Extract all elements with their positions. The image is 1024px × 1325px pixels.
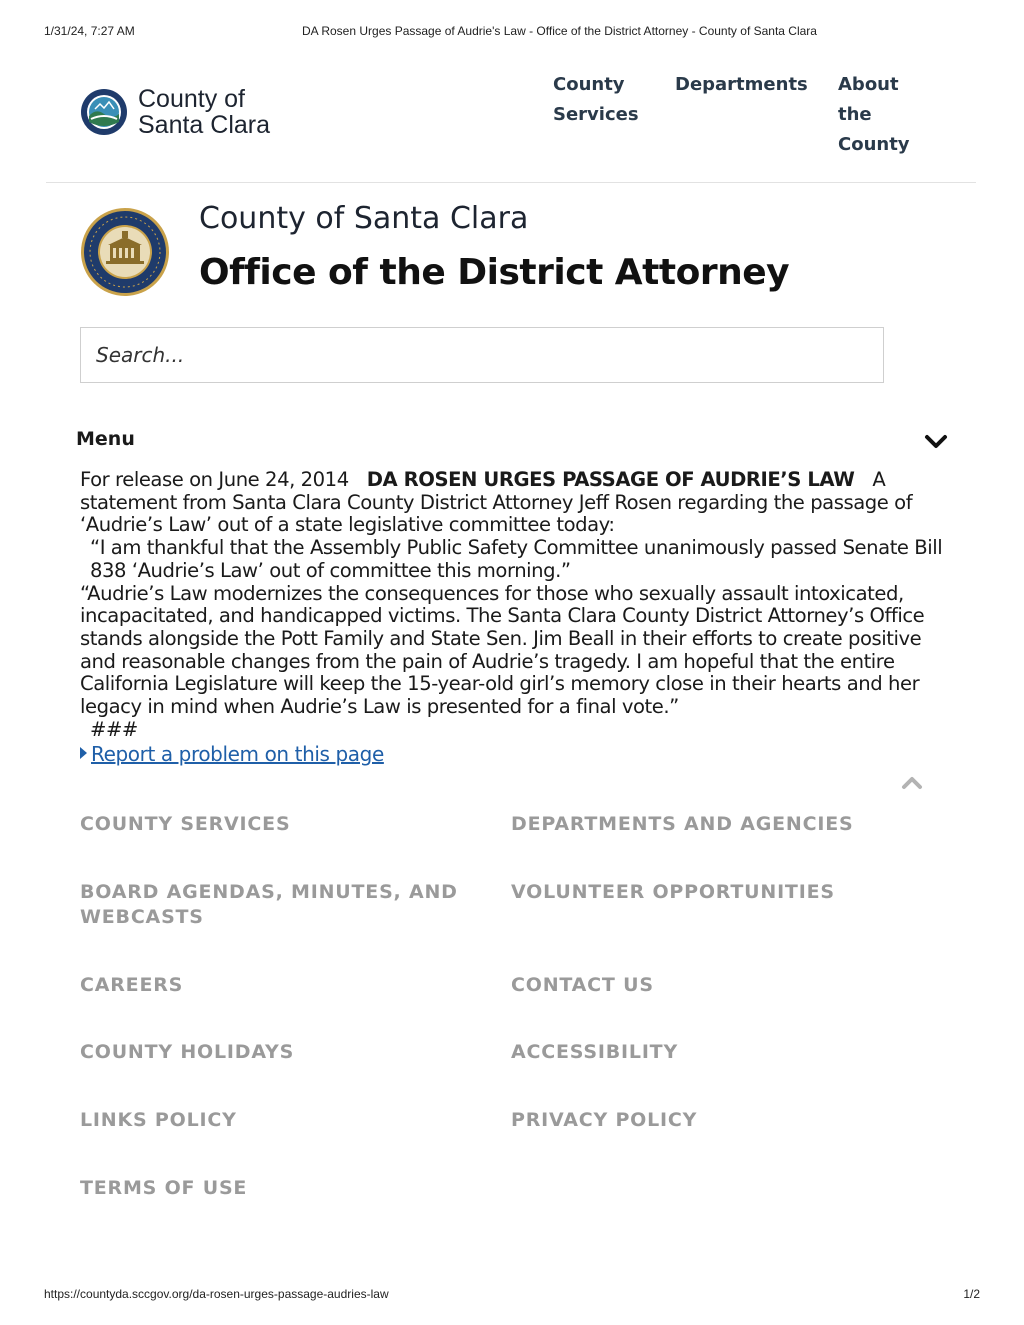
footer-link-links-policy[interactable]: LINKS POLICY (80, 1109, 237, 1131)
chevron-up-icon[interactable] (900, 772, 924, 792)
report-problem-link[interactable] (80, 742, 384, 766)
print-url: https://countyda.sccgov.org/da-rosen-urges-passage-audries-law (44, 1287, 389, 1301)
nav-county-services[interactable]: County Services (553, 74, 639, 125)
nav-about-the-county[interactable]: About the County (838, 74, 910, 155)
county-name[interactable] (138, 86, 270, 138)
article-intro-paragraph (80, 469, 960, 537)
print-footer (0, 1287, 1024, 1303)
menu-toggle[interactable] (76, 428, 948, 456)
footer-link-volunteer-opportunities[interactable]: VOLUNTEER OPPORTUNITIES (511, 881, 835, 903)
footer-link-accessibility[interactable]: ACCESSIBILITY (511, 1041, 679, 1063)
department-office-title[interactable]: Office of the District Attorney (199, 252, 790, 293)
print-header (0, 24, 1024, 40)
footer-link-privacy-policy[interactable]: PRIVACY POLICY (511, 1109, 698, 1131)
article-quote-1: “I am thankful that the Assembly Public Safety Committee unanimously passed Senate Bill 838 ‘Audrie’s Law’ out of committee this morning.” (90, 536, 943, 582)
article-headline: DA ROSEN URGES PASSAGE OF AUDRIE’S LAW (366, 468, 855, 491)
article-body (80, 469, 960, 741)
footer-link-county-holidays[interactable]: COUNTY HOLIDAYS (80, 1041, 295, 1063)
menu-label: Menu (76, 428, 135, 450)
site-header (46, 62, 976, 183)
footer-link-contact-us[interactable]: CONTACT US (511, 974, 654, 996)
footer-link-departments-and-agencies[interactable]: DEPARTMENTS AND AGENCIES (511, 813, 854, 835)
footer-link-county-services[interactable]: COUNTY SERVICES (80, 813, 291, 835)
county-name-line2: Santa Clara (138, 111, 271, 139)
nav-departments[interactable]: Departments (675, 74, 808, 95)
release-date: For release on June 24, 2014 (80, 468, 349, 491)
search-box (80, 327, 884, 383)
print-page-number: 1/2 (963, 1287, 980, 1301)
print-page-title: DA Rosen Urges Passage of Audrie's Law - Office of the District Attorney - County of Santa Clara (302, 24, 817, 38)
chevron-down-icon[interactable] (924, 432, 948, 452)
county-name-line1: County of (138, 85, 246, 113)
county-seal-icon[interactable] (80, 88, 128, 136)
article-intro: A statement from Santa Clara County District Attorney Jeff Rosen regarding the passage of ‘Audrie’s Law’ out of a state legislative committee today: (80, 468, 913, 537)
article-end-mark: ### (90, 717, 138, 741)
footer-link-terms-of-use[interactable]: TERMS OF USE (80, 1177, 248, 1199)
article-quote-2: “Audrie’s Law modernizes the consequences for those who sexually assault intoxicated, incapacitated, and handicapped victims. The Santa Clara County District Attorney’s Office stands alongside the Pott Family and State Sen. Jim Beall in their efforts to create positive and reasonable changes from the pain of Audrie’s tragedy. I am hopeful that the entire California Legislature will keep the 15-year-old girl’s memory close in their hearts and her legacy in mind when Audrie’s Law is presented for a final vote.” (80, 581, 925, 719)
caret-right-icon (80, 747, 87, 759)
department-county: County of Santa Clara (199, 201, 529, 236)
footer-link-board-agendas[interactable]: BOARD AGENDAS, MINUTES, AND WEBCASTS (80, 881, 458, 928)
report-problem-label: Report a problem on this page (91, 742, 384, 766)
search-input[interactable] (81, 328, 883, 382)
print-datetime: 1/31/24, 7:27 AM (44, 24, 135, 38)
footer-link-careers[interactable]: CAREERS (80, 974, 184, 996)
district-attorney-seal-icon[interactable] (80, 207, 170, 297)
